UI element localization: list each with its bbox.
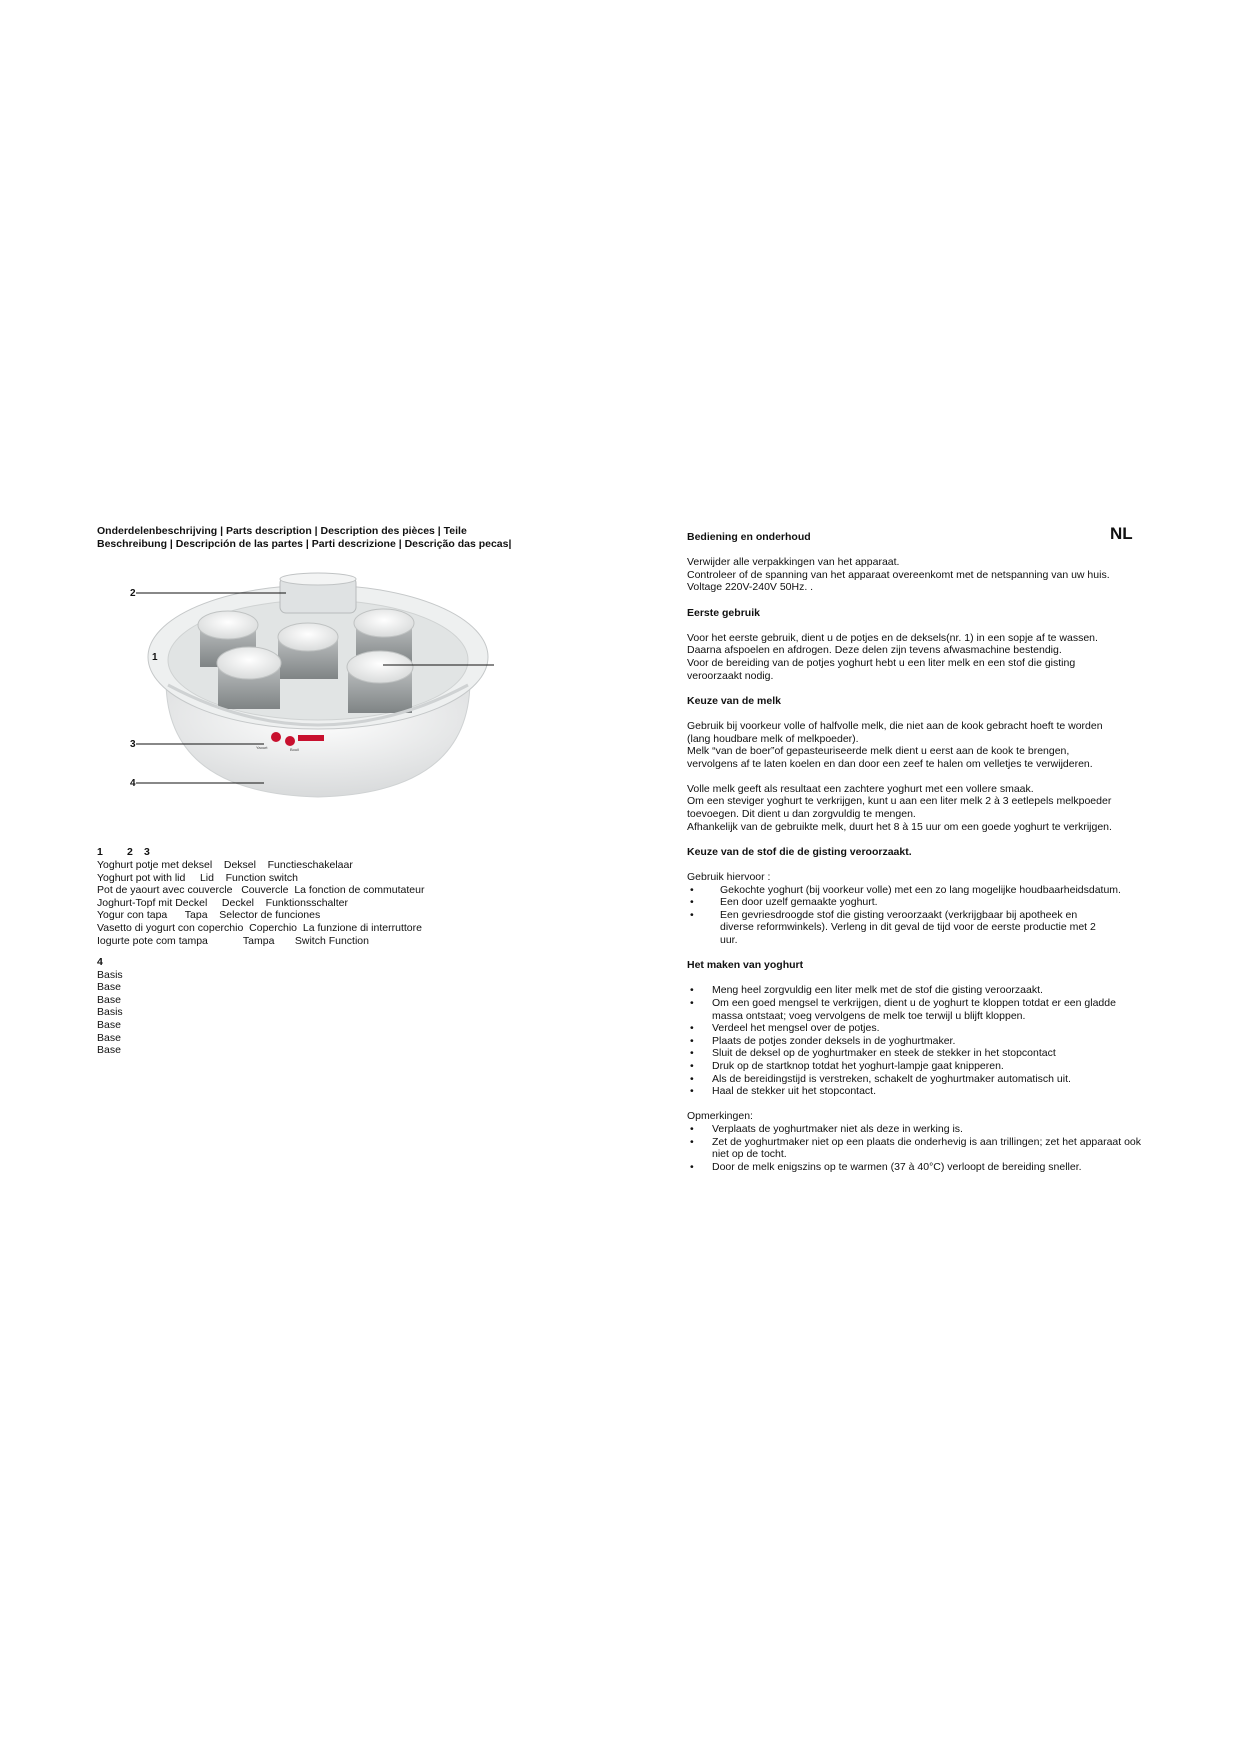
heading-making: Het maken van yoghurt <box>687 959 804 972</box>
parts-row <box>97 922 424 935</box>
part-pot: Vasetto di yogurt con coperchio <box>97 921 244 934</box>
milk-line: Gebruik bij voorkeur volle of halfvolle melk, die niet aan de kook gebracht hoeft te worden <box>687 719 1103 732</box>
ferment-lead: Gebruik hiervoor : <box>687 871 771 884</box>
parts-list <box>97 859 424 947</box>
switch-label-yaourt: Yaourt <box>256 745 268 750</box>
intro-line: Voltage 220V-240V 50Hz. . <box>687 581 814 594</box>
yoghurt-maker-figure <box>128 565 508 800</box>
remark-item: • Verplaats de yoghurtmaker niet als deze in werking is. <box>687 1123 1147 1136</box>
part-pot: Yogur con tapa <box>97 909 168 922</box>
first-use-line: Voor het eerste gebruik, dient u de potjes en de deksels(nr. 1) in een sopje af te wassen. <box>687 631 1098 644</box>
base-item: Base <box>97 1018 121 1031</box>
instructions-column <box>687 531 1147 1173</box>
remarks-list <box>687 1123 1147 1173</box>
parts-title-line-1: Onderdelenbeschrijving | Parts description | Description des pièces | Teile <box>97 525 467 537</box>
milk-line: Melk “van de boer”of gepasteuriseerde melk dient u eerst aan de kook te brengen, <box>687 745 1070 758</box>
parts-numbers-row <box>97 846 150 859</box>
parts-row <box>97 909 424 922</box>
milk-line: toevoegen. Dit dient u dan zorgvuldig te mengen. <box>687 808 916 821</box>
part-switch: La fonction de commutateur <box>294 884 425 897</box>
part-switch: Switch Function <box>294 934 369 947</box>
part-lid: Lid <box>199 871 214 884</box>
making-item: • Druk op de startknop totdat het yoghurt-lampje gaat knipperen. <box>687 1060 1147 1073</box>
making-item: • Verdeel het mengsel over de potjes. <box>687 1022 1147 1035</box>
base-item: Basis <box>97 968 123 981</box>
parts-title <box>97 525 511 550</box>
making-list <box>687 984 1147 1097</box>
callout-2: 2 <box>130 588 136 599</box>
remark-item: • Zet de yoghurtmaker niet op een plaats die onderhevig is aan trillingen; zet het apparaat ook niet op de tocht. <box>687 1136 1152 1161</box>
ferment-item: • Een door uzelf gemaakte yoghurt. <box>687 896 1147 909</box>
first-use-line: Voor de bereiding van de potjes yoghurt hebt u een liter melk en een stof die gisting <box>687 656 1076 669</box>
part-switch: Functieschakelaar <box>267 859 353 871</box>
base-item: Base <box>97 981 121 994</box>
callout-4: 4 <box>130 778 136 789</box>
ferment-item: • Gekochte yoghurt (bij voorkeur volle) met een zo lang mogelijke houdbaarheidsdatum. <box>687 884 1147 897</box>
part-lid: Deksel <box>223 859 256 871</box>
making-item: • Als de bereidingstijd is verstreken, schakelt de yoghurtmaker automatisch uit. <box>687 1073 1147 1086</box>
heading-operation: Bediening en onderhoud <box>687 531 811 543</box>
base-list <box>97 956 123 1057</box>
making-item: • Haal de stekker uit het stopcontact. <box>687 1085 1147 1098</box>
milk-line: Volle melk geeft als resultaat een zachtere yoghurt met een vollere smaak. <box>687 782 1034 795</box>
parts-row <box>97 884 424 897</box>
callout-1: 1 <box>152 652 158 663</box>
heading-first-use: Eerste gebruik <box>687 606 760 619</box>
yoghurt-pot <box>278 623 338 679</box>
heading-milk: Keuze van de melk <box>687 694 781 707</box>
parts-number: 2 <box>127 846 133 858</box>
parts-number: 3 <box>144 846 150 858</box>
making-item: • Meng heel zorgvuldig een liter melk met de stof die gisting veroorzaakt. <box>687 984 1147 997</box>
yoghurt-pot <box>217 647 281 709</box>
part-lid: Tapa <box>184 909 208 922</box>
parts-number: 1 <box>97 846 103 858</box>
making-item: • Sluit de deksel op de yoghurtmaker en steek de stekker in het stopcontact <box>687 1047 1147 1060</box>
parts-title-line-2: Beschreibung | Descripción de las partes | Parti descrizione | Descrição das pecas| <box>97 537 512 550</box>
base-item: Basis <box>97 1006 123 1019</box>
first-use-line: veroorzaakt nodig. <box>687 669 774 682</box>
making-item: • Om een goed mengsel te verkrijgen, dient u de yoghurt te kloppen totdat er een gladde massa ontstaat; voeg vervolgens de melk toe terwijl u blijft kloppen. <box>687 997 1132 1022</box>
part-pot: Yoghurt potje met deksel <box>97 859 213 871</box>
base-item: Base <box>97 1044 121 1057</box>
part-lid: Coperchio <box>249 921 298 934</box>
heading-ferment: Keuze van de stof die de gisting veroorzaakt. <box>687 845 912 858</box>
remark-item: • Door de melk enigszins op te warmen (37 à 40°C) verloopt de bereiding sneller. <box>687 1161 1147 1174</box>
callout-3: 3 <box>130 739 136 750</box>
part-switch: La funzione di interruttore <box>302 921 422 934</box>
milk-line: Om een steviger yoghurt te verkrijgen, kunt u aan een liter melk 2 à 3 eetlepels melkpoeder <box>687 795 1112 808</box>
ferment-item: • Een gevriesdroogde stof die gisting veroorzaakt (verkrijgbaar bij apotheek en diverse reformwinkels). Verleng in dit geval de tijd voor de eerste productie met 2 uur. <box>687 909 1100 947</box>
part-lid: Tampa <box>242 934 275 947</box>
milk-line: vervolgens af te laten koelen en dan door een zeef te halen om velletjes te verwijderen. <box>687 757 1093 770</box>
part-pot: Pot de yaourt avec couvercle <box>97 884 233 897</box>
parts-row <box>97 859 424 872</box>
part-pot: Yoghurt pot with lid <box>97 871 186 884</box>
part-pot: Joghurt-Topf mit Deckel <box>97 896 208 909</box>
parts-row <box>97 872 424 885</box>
remarks-lead: Opmerkingen: <box>687 1110 753 1123</box>
part-switch: Selector de funciones <box>219 909 321 922</box>
part-switch: Funktionsschalter <box>265 896 348 909</box>
base-number: 4 <box>97 956 103 968</box>
intro-line: Controleer of de spanning van het apparaat overeenkomt met de netspanning van uw huis. <box>687 568 1110 581</box>
milk-line: (lang houdbare melk of melkpoeder). <box>687 732 859 745</box>
part-pot: Iogurte pote com tampa <box>97 934 208 947</box>
part-lid: Deckel <box>221 896 254 909</box>
switch-label-bouil: Bouil <box>290 747 299 752</box>
milk-line: Afhankelijk van de gebruikte melk, duurt het 8 à 15 uur om een goede yoghurt te verkrijgen. <box>687 820 1112 833</box>
base-item: Base <box>97 993 121 1006</box>
first-use-line: Daarna afspoelen en afdrogen. Deze delen zijn tevens afwasmachine bestendig. <box>687 644 1062 657</box>
language-code: NL <box>1110 524 1133 543</box>
yoghurt-pot <box>347 651 413 713</box>
parts-row <box>97 935 424 948</box>
intro-line: Verwijder alle verpakkingen van het apparaat. <box>687 556 900 569</box>
parts-row <box>97 897 424 910</box>
making-item: • Plaats de potjes zonder deksels in de yoghurtmaker. <box>687 1035 1147 1048</box>
base-item: Base <box>97 1031 121 1044</box>
ferment-list <box>687 884 1147 947</box>
part-switch: Function switch <box>225 871 298 884</box>
part-lid: Couvercle <box>241 884 289 897</box>
